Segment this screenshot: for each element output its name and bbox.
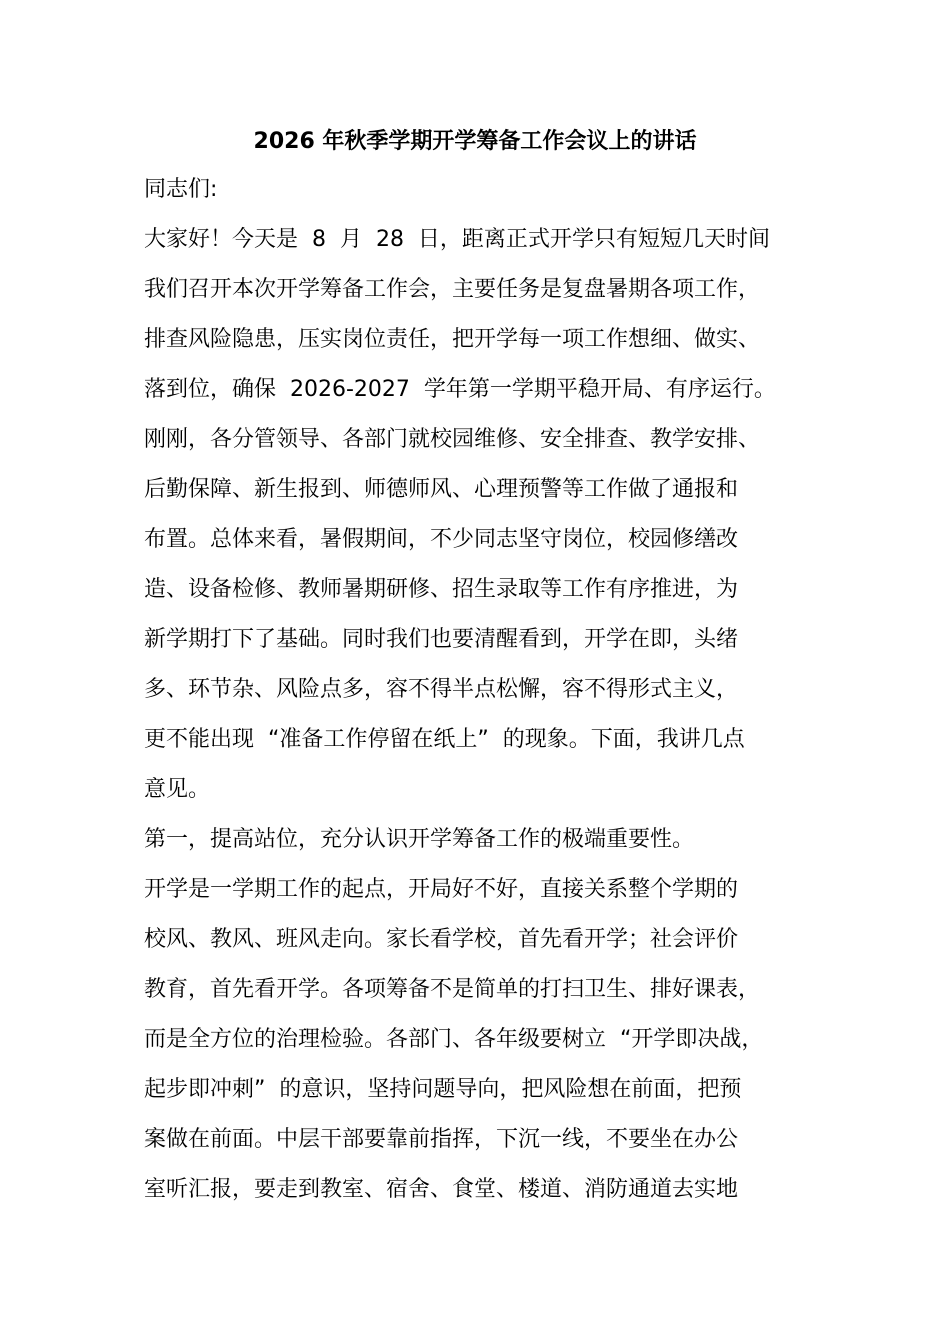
paragraph-line: 新学期打下了基础。同时我们也要清醒看到，开学在即，头绪 [144, 627, 739, 652]
document-title: 2026 年秋季学期开学筹备工作会议上的讲话 [253, 129, 697, 154]
paragraph-line: 案做在前面。中层干部要靠前指挥，下沉一线，不要坐在办公 [144, 1127, 739, 1152]
paragraph-line: 起步即冲刺” 的意识，坚持问题导向，把风险想在前面，把预 [144, 1077, 742, 1102]
paragraph-line: 布置。总体来看，暑假期间，不少同志坚守岗位，校园修缮改 [144, 527, 739, 552]
paragraph-line: 刚刚，各分管领导、各部门就校园维修、安全排查、教学安排、 [144, 427, 761, 452]
paragraph-line: 落到位，确保 2026-2027 学年第一学期平稳开局、有序运行。 [144, 377, 776, 402]
paragraph-line: 同志们: [144, 177, 218, 202]
paragraph-line: 大家好！今天是 8 月 28 日，距离正式开学只有短短几天时间 [144, 227, 770, 252]
paragraph-line: 我们召开本次开学筹备工作会，主要任务是复盘暑期各项工作， [144, 277, 761, 302]
paragraph-line: 意见。 [144, 777, 211, 802]
paragraph-line: 教育，首先看开学。各项筹备不是简单的打扫卫生、排好课表， [144, 977, 761, 1002]
section-heading: 第一，提高站位，充分认识开学筹备工作的极端重要性。 [144, 827, 695, 852]
paragraph-line: 而是全方位的治理检验。各部门、各年级要树立 “开学即决战， [144, 1027, 764, 1052]
paragraph-line: 多、环节杂、风险点多，容不得半点松懈，容不得形式主义， [144, 677, 739, 702]
paragraph-line: 开学是一学期工作的起点，开局好不好，直接关系整个学期的 [144, 877, 739, 902]
paragraph-line: 造、设备检修、教师暑期研修、招生录取等工作有序推进，为 [144, 577, 739, 602]
paragraph-line: 校风、教风、班风走向。家长看学校，首先看开学；社会评价 [144, 927, 739, 952]
paragraph-line: 室听汇报，要走到教室、宿舍、食堂、楼道、消防通道去实地 [144, 1177, 739, 1202]
paragraph-line: 后勤保障、新生报到、师德师风、心理预警等工作做了通报和 [144, 477, 739, 502]
paragraph-line: 排查风险隐患，压实岗位责任，把开学每一项工作想细、做实、 [144, 327, 761, 352]
paragraph-line: 更不能出现 “准备工作停留在纸上” 的现象。下面，我讲几点 [144, 727, 745, 752]
